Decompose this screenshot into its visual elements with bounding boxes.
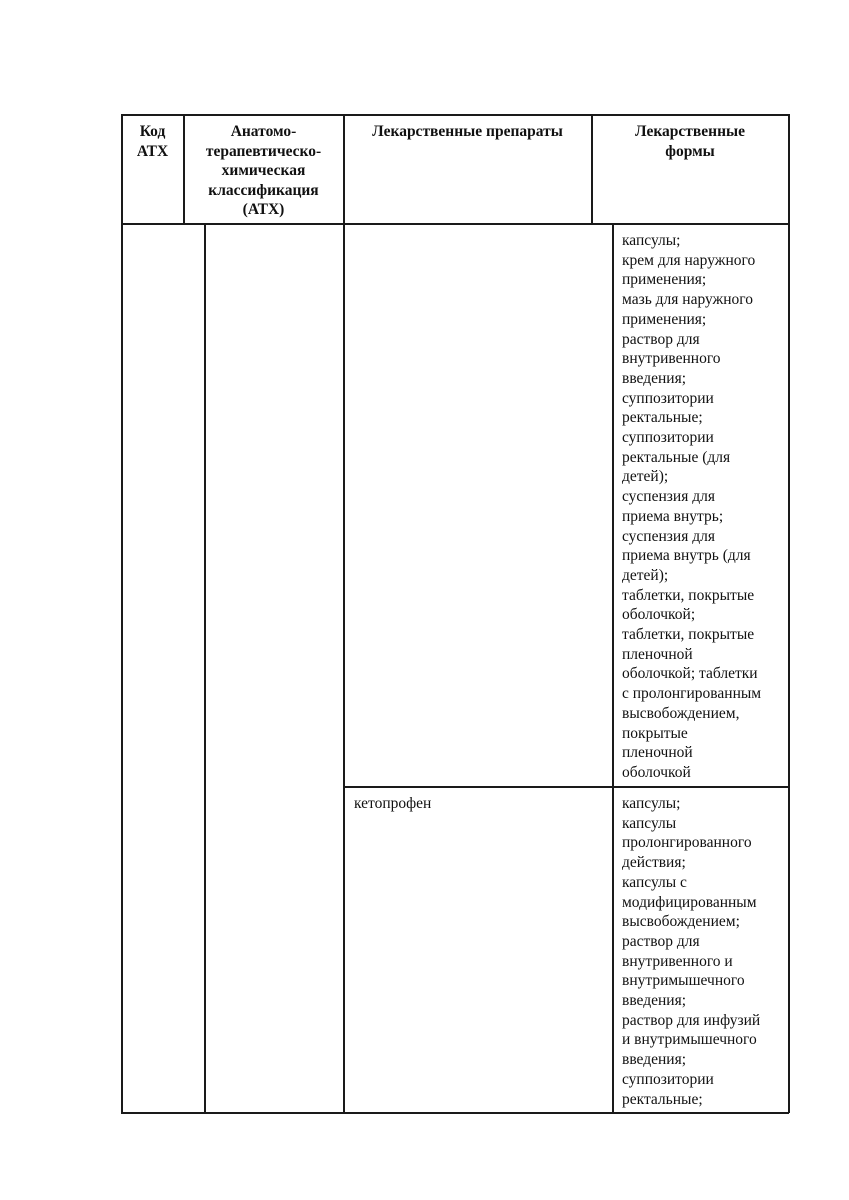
- table-border-top: [121, 114, 789, 116]
- header-atc-classification-line: классификация: [208, 181, 319, 199]
- header-dosage-forms: [592, 122, 788, 161]
- dosage-form-line: таблетки, покрытые: [622, 626, 755, 644]
- dosage-form-line: пролонгированного: [622, 834, 752, 852]
- dosage-form-line: мазь для наружного: [622, 291, 754, 309]
- dosage-form-line: ректальные (для: [622, 448, 731, 466]
- body-divider-1: [204, 223, 206, 1113]
- row-2-dosage-forms: [622, 794, 760, 1109]
- column-divider-2: [343, 114, 345, 1113]
- dosage-form-line: внутримышечного: [622, 972, 745, 990]
- header-atc-classification-line: химическая: [221, 162, 306, 179]
- header-atc-classification-line: терапевтическо-: [205, 142, 322, 160]
- dosage-form-line: раствор для: [622, 330, 700, 348]
- table-border-bottom: [121, 1112, 789, 1114]
- body-divider-3: [612, 223, 614, 1113]
- header-atc-code-line: Код: [139, 123, 166, 140]
- dosage-form-line: суспензия для: [622, 527, 715, 545]
- dosage-form-line: пленочной: [622, 744, 693, 762]
- header-drugs: [344, 122, 591, 142]
- dosage-form-line: действия;: [622, 854, 686, 872]
- dosage-form-line: применения;: [622, 271, 707, 289]
- dosage-form-line: крем для наружного: [622, 251, 756, 269]
- header-dosage-forms-line: Лекарственные: [635, 123, 745, 140]
- table-border-left: [121, 114, 123, 1113]
- dosage-form-line: ректальные;: [622, 409, 703, 427]
- dosage-form-line: капсулы;: [622, 232, 681, 249]
- dosage-form-line: суспензия для: [622, 488, 715, 506]
- dosage-form-line: высвобождением;: [622, 913, 740, 931]
- row-divider: [343, 786, 789, 788]
- dosage-form-line: раствор для: [622, 932, 700, 950]
- dosage-form-line: таблетки, покрытые: [622, 586, 755, 604]
- header-atc-classification-line: (АТХ): [242, 201, 285, 218]
- header-atc-classification-line: Анатомо-: [230, 123, 297, 140]
- table-border-right: [788, 114, 790, 1113]
- dosage-form-line: применения;: [622, 310, 707, 328]
- dosage-form-line: оболочкой: [622, 763, 691, 781]
- dosage-form-line: оболочкой; таблетки: [622, 665, 758, 683]
- row-2-drug: кетопрофен: [354, 795, 432, 812]
- row-1-dosage-forms: [622, 231, 761, 783]
- header-atc-classification: [184, 122, 343, 220]
- dosage-form-line: ректальные;: [622, 1090, 703, 1108]
- dosage-form-line: суппозитории: [622, 429, 714, 447]
- dosage-form-line: покрытые: [622, 724, 688, 742]
- header-atc-code-line: АТХ: [136, 142, 169, 160]
- dosage-form-line: суппозитории: [622, 389, 714, 407]
- dosage-form-line: введения;: [622, 992, 687, 1010]
- dosage-form-line: с пролонгированным: [622, 685, 762, 703]
- table-header-bottom-border: [121, 223, 789, 225]
- header-atc-code: [122, 122, 183, 161]
- dosage-form-line: высвобождением,: [622, 704, 740, 722]
- dosage-form-line: детей);: [622, 566, 669, 584]
- dosage-form-line: детей);: [622, 468, 669, 486]
- dosage-form-line: капсулы;: [622, 795, 681, 812]
- dosage-form-line: и внутримышечного: [622, 1031, 757, 1049]
- dosage-form-line: введения;: [622, 1051, 687, 1069]
- dosage-form-line: суппозитории: [622, 1070, 714, 1088]
- dosage-form-line: модифицированным: [622, 893, 757, 911]
- header-dosage-forms-line: формы: [665, 142, 715, 160]
- header-drugs-line: Лекарственные препараты: [372, 123, 563, 140]
- dosage-form-line: пленочной: [622, 645, 693, 663]
- dosage-form-line: капсулы с: [622, 873, 687, 891]
- dosage-form-line: введения;: [622, 369, 687, 387]
- dosage-form-line: приема внутрь (для: [622, 547, 751, 565]
- dosage-form-line: внутривенного и: [622, 952, 733, 970]
- dosage-form-line: оболочкой;: [622, 606, 696, 624]
- dosage-form-line: приема внутрь;: [622, 507, 724, 525]
- dosage-form-line: внутривенного: [622, 350, 721, 368]
- dosage-form-line: раствор для инфузий: [622, 1011, 761, 1029]
- dosage-form-line: капсулы: [622, 814, 677, 832]
